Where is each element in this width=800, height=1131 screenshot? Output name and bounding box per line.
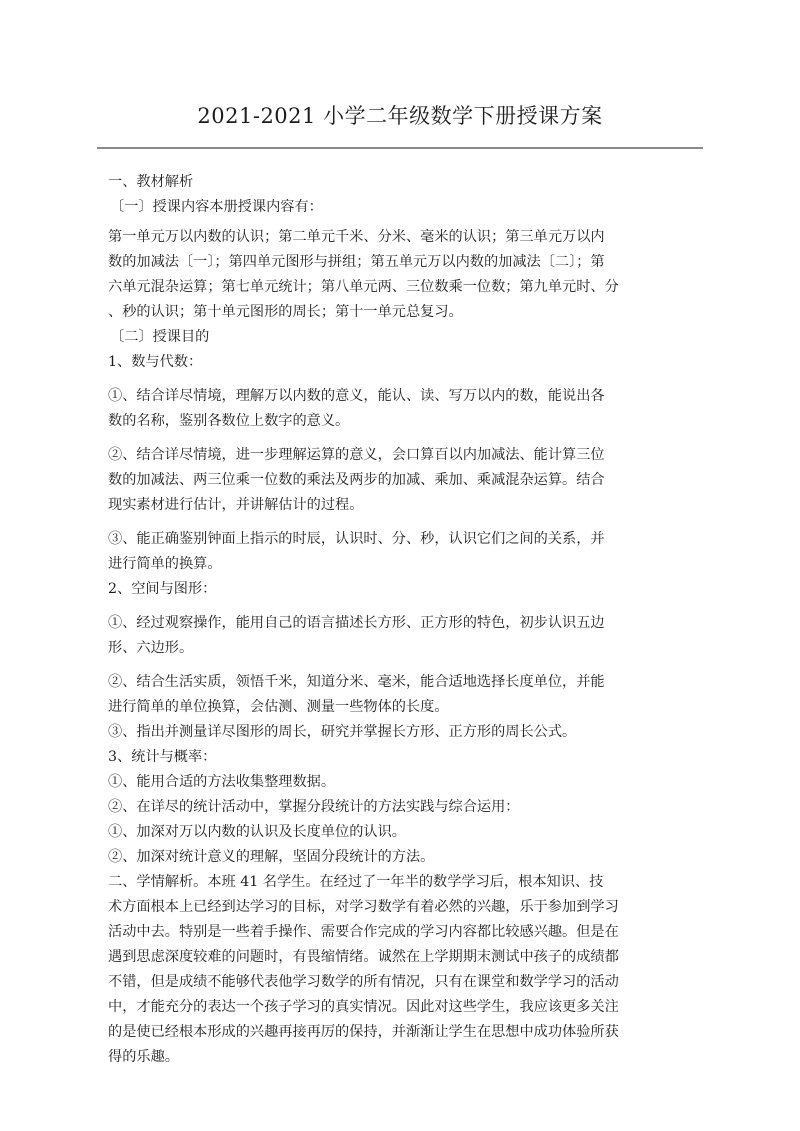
section-heading: 一、教材解析: [108, 174, 194, 190]
paragraph-line: 六单元混杂运算；第七单元统计；第八单元两、三位数乘一位数；第九单元时、分: [108, 279, 619, 295]
paragraph-line: 、秒的认识；第十单元图形的周长；第十一单元总复习。: [108, 304, 463, 320]
paragraph-line: 第一单元万以内数的认识；第二单元千米、分米、毫米的认识；第三单元万以内: [108, 229, 605, 245]
goal-line: 进行简单的单位换算，会估测、测量一些物体的长度。: [108, 699, 449, 715]
paragraph-line: 二、学情解析。本班 41 名学生。在经过了一年半的数学学习后，根本知识、技: [108, 874, 604, 890]
goal-line: 数的名称，鉴别各数位上数字的意义。: [108, 413, 350, 429]
content-paragraph: [108, 225, 648, 325]
goal-item: [108, 384, 648, 434]
goal-line: ③、能正确鉴别钟面上指示的时辰，认识时、分、秒，认识它们之间的关系，并: [108, 531, 605, 547]
goal-line: ①、结合详尽情境，理解万以内数的意义，能认、读、写万以内的数，能说出各: [108, 388, 605, 404]
goal-line: ②、在详尽的统计活动中，掌握分段统计的方法实践与综合运用：: [108, 799, 520, 815]
goal-item: [108, 670, 648, 720]
paragraph-line: 遇到思虑深度较难的问题时，有畏缩情绪。诚然在上学期期末测试中孩子的成绩都: [108, 949, 619, 965]
goal-line: 形、六边形。: [108, 640, 194, 656]
subsection-heading: 〔二〕授课目的: [110, 329, 210, 345]
subsection-heading: 〔一〕授课内容本册授课内容有：: [110, 199, 323, 215]
paragraph-line: 得的乐趣。: [108, 1049, 179, 1065]
document-body: [108, 170, 648, 1070]
goal-line: ①、能用合适的方法收集整理数据。: [108, 774, 336, 790]
goal-line: 数的加减法、两三位乘一位数的乘法及两步的加减、乘加、乘减混杂运算。结合: [108, 472, 605, 488]
paragraph-line: 中，才能充分的表达一个孩子学习的真实情况。因此对这些学生，我应该更多关注: [108, 999, 619, 1015]
paragraph-line: 术方面根本上已经到达学习的目标，对学习数学有着必然的兴趣，乐于参加到学习: [108, 899, 619, 915]
goal-line: ②、结合生活实质，领悟千米，知道分米、毫米，能合适地选择长度单位，并能: [108, 674, 605, 690]
document-title: 2021-2021 小学二年级数学下册授课方案: [197, 104, 603, 128]
paragraph-line: 不错，但是成绩不能够代表他学习数学的所有情况，只有在课堂和数学学习的活动: [108, 974, 619, 990]
goal-line: ②、结合详尽情境，进一步理解运算的意义，会口算百以内加减法、能计算三位: [108, 447, 605, 463]
title-divider: [97, 147, 703, 149]
goal-line: 现实素材进行估计，并讲解估计的过程。: [108, 497, 364, 513]
goal-item: [108, 443, 648, 518]
section-paragraph: [108, 870, 648, 1070]
goal-line: ②、加深对统计意义的理解，坚固分段统计的方法。: [108, 849, 435, 865]
goal-heading: 1、数与代数：: [108, 354, 203, 370]
goal-item: [108, 527, 648, 577]
goal-heading: 2、空间与图形：: [108, 581, 217, 597]
goal-line: ①、加深对万以内数的认识及长度单位的认识。: [108, 824, 406, 840]
goal-line: 进行简单的换算。: [108, 556, 222, 572]
paragraph-line: 数的加减法〔一〕；第四单元图形与拼组；第五单元万以内数的加减法〔二〕；第: [108, 254, 605, 270]
paragraph-line: 活动中去。特别是一些着手操作、需要合作完成的学习内容都比较感兴趣。但是在: [108, 924, 619, 940]
goal-line: ③、指出并测量详尽图形的周长，研究并掌握长方形、正方形的周长公式。: [108, 724, 577, 740]
goal-item: [108, 611, 648, 661]
goal-line: ①、经过观察操作，能用自己的语言描述长方形、正方形的特色，初步认识五边: [108, 615, 605, 631]
paragraph-line: 的是使已经根本形成的兴趣再接再厉的保持，并渐渐让学生在思想中成功体验所获: [108, 1024, 619, 1040]
goal-heading: 3、统计与概率：: [108, 749, 217, 765]
goal-item: [108, 720, 648, 745]
